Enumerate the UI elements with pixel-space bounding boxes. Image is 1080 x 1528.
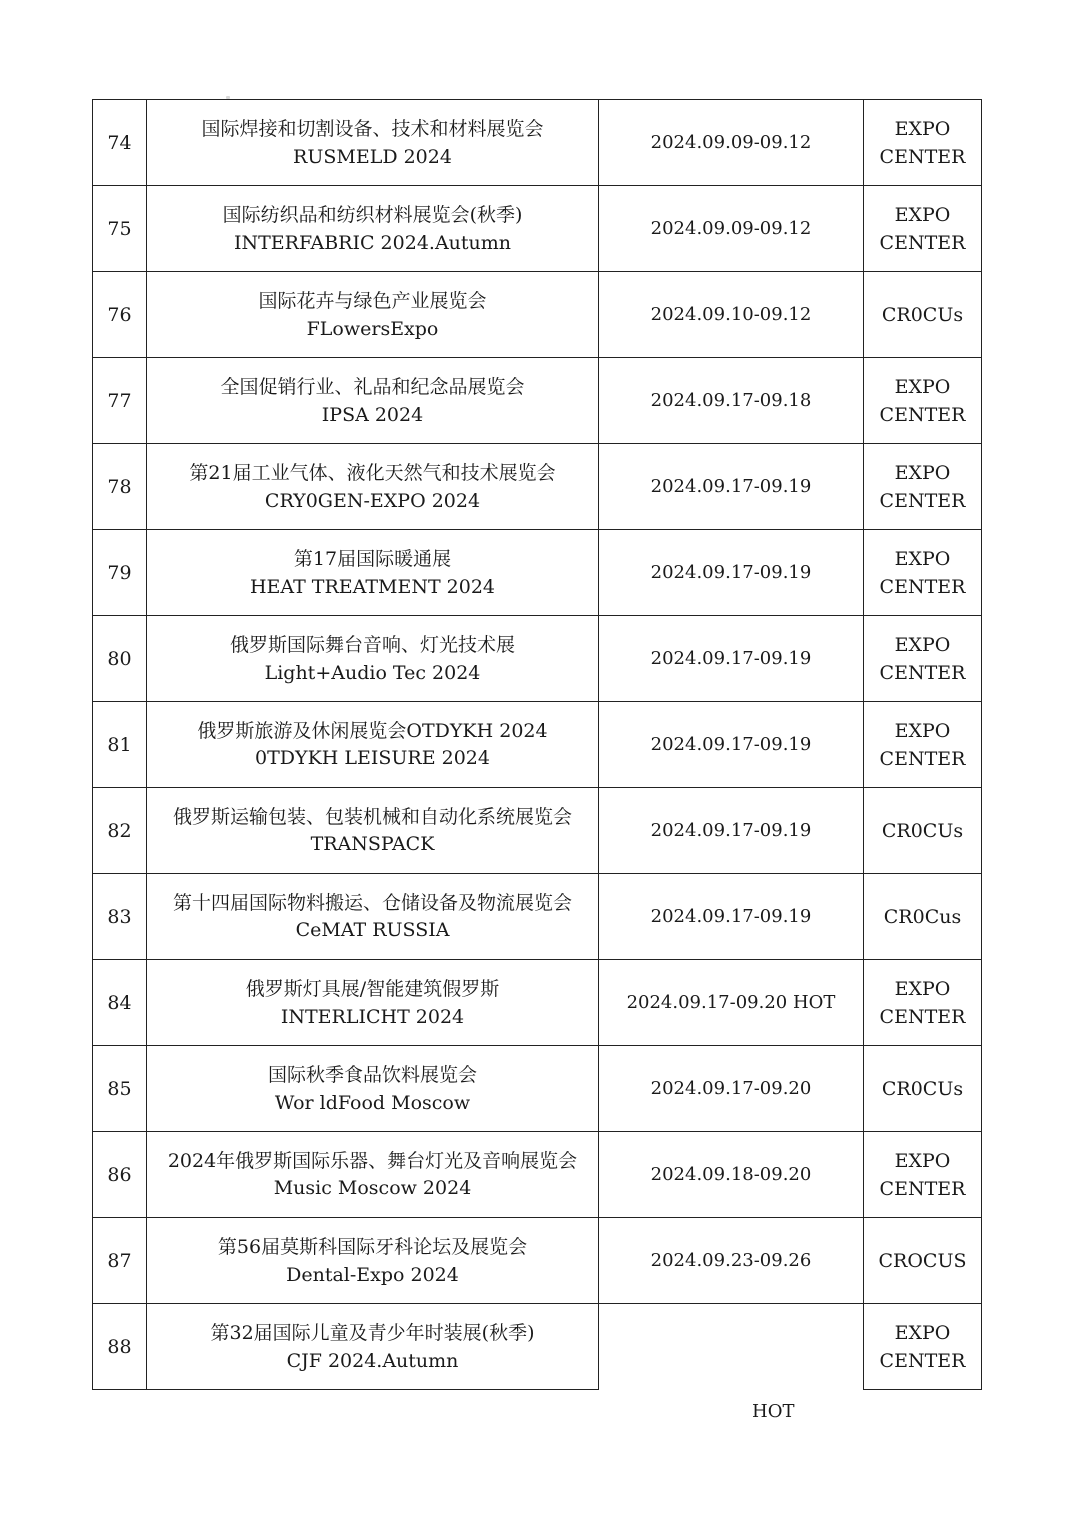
exhibition-name-cn: 2024年俄罗斯国际乐器、舞台灯光及音响展览会: [167, 1149, 578, 1172]
exhibition-name-cn: 俄罗斯灯具展/智能建筑假罗斯: [245, 977, 500, 1000]
venue-line: CENTER: [879, 1005, 966, 1028]
row-number: 83: [93, 874, 147, 960]
exhibition-name: [147, 530, 599, 616]
exhibition-date: [599, 788, 864, 874]
row-number: 78: [93, 444, 147, 530]
exhibition-venue: [864, 1304, 982, 1390]
exhibition-date: [599, 874, 864, 960]
exhibition-name-cn: 俄罗斯国际舞台音响、灯光技术展: [229, 633, 515, 656]
exhibition-date: [599, 100, 864, 186]
exhibition-venue: [864, 960, 982, 1046]
exhibition-name-cn: 第17届国际暖通展: [293, 547, 452, 570]
table-row: [93, 272, 982, 358]
exhibition-venue: [864, 186, 982, 272]
exhibition-name: [147, 616, 599, 702]
venue-line: CENTER: [879, 747, 966, 770]
exhibition-date-text: 2024.09.17-09.19: [650, 476, 812, 497]
exhibition-name: [147, 702, 599, 788]
row-number: 82: [93, 788, 147, 874]
exhibition-name: [147, 1218, 599, 1304]
table-row: [93, 530, 982, 616]
exhibition-table-body: [93, 100, 982, 1390]
venue-line: EXPO: [894, 203, 951, 226]
exhibition-name: [147, 100, 599, 186]
row-number: 84: [93, 960, 147, 1046]
exhibition-table: [92, 99, 982, 1390]
row-number: 86: [93, 1132, 147, 1218]
venue-line: EXPO: [894, 1321, 951, 1344]
table-row: [93, 444, 982, 530]
row-number: 74: [93, 100, 147, 186]
exhibition-name: [147, 874, 599, 960]
exhibition-name-en: IPSA 2024: [321, 403, 424, 426]
hot-label: HOT: [752, 1401, 795, 1422]
row-number: 85: [93, 1046, 147, 1132]
venue-line: CENTER: [879, 1177, 966, 1200]
exhibition-date: [599, 186, 864, 272]
venue-line: EXPO: [894, 117, 951, 140]
exhibition-venue: [864, 616, 982, 702]
exhibition-name: [147, 788, 599, 874]
exhibition-name-cn: 俄罗斯运输包装、包装机械和自动化系统展览会: [172, 805, 572, 828]
exhibition-date: [599, 530, 864, 616]
exhibition-date-text: 2024.09.17-09.19: [650, 906, 812, 927]
venue-line: CR0CUs: [881, 303, 964, 326]
exhibition-name: [147, 1132, 599, 1218]
venue-line: EXPO: [894, 461, 951, 484]
row-number: 77: [93, 358, 147, 444]
exhibition-date-text: 2024.09.17-09.20 HOT: [626, 992, 836, 1013]
exhibition-name-en: Music Moscow 2024: [273, 1176, 472, 1199]
exhibition-date-text: 2024.09.18-09.20: [650, 1164, 812, 1185]
row-number: 88: [93, 1304, 147, 1390]
exhibition-date-text: 2024.09.17-09.18: [650, 390, 812, 411]
exhibition-venue: [864, 444, 982, 530]
venue-line: EXPO: [894, 633, 951, 656]
exhibition-date-text: 2024.09.09-09.12: [650, 218, 812, 239]
table-row: [93, 1304, 982, 1390]
exhibition-venue: [864, 1046, 982, 1132]
table-row: [93, 702, 982, 788]
exhibition-name-cn: 俄罗斯旅游及休闲展览会OTDYKH 2024: [197, 719, 548, 742]
exhibition-date: [599, 1046, 864, 1132]
exhibition-name-cn: 第21届工业气体、液化天然气和技术展览会: [189, 461, 556, 484]
exhibition-date-text: 2024.09.10-09.12: [650, 304, 812, 325]
table-row: [93, 874, 982, 960]
venue-line: CR0CUs: [881, 819, 964, 842]
venue-line: CENTER: [879, 1349, 966, 1372]
exhibition-venue: [864, 100, 982, 186]
exhibition-date: [599, 1132, 864, 1218]
exhibition-date-text: 2024.09.09-09.12: [650, 132, 812, 153]
exhibition-name-cn: 第十四届国际物料搬运、仓储设备及物流展览会: [172, 891, 572, 914]
exhibition-date: [599, 960, 864, 1046]
exhibition-date-text: 2024.09.17-09.19: [650, 648, 812, 669]
exhibition-name: [147, 186, 599, 272]
row-number: 80: [93, 616, 147, 702]
venue-line: EXPO: [894, 1149, 951, 1172]
exhibition-date: [599, 444, 864, 530]
exhibition-date: [599, 272, 864, 358]
table-row: [93, 788, 982, 874]
exhibition-name-cn: 国际纺织品和纺织材料展览会(秋季): [222, 203, 523, 226]
exhibition-name-cn: 第32届国际儿童及青少年时装展(秋季): [210, 1321, 535, 1344]
exhibition-venue: [864, 530, 982, 616]
table-row: [93, 960, 982, 1046]
exhibition-name-en: FLowersExpo: [306, 317, 439, 340]
row-number: 75: [93, 186, 147, 272]
exhibition-date-text: 2024.09.17-09.19: [650, 820, 812, 841]
venue-line: CENTER: [879, 145, 966, 168]
exhibition-name-en: 0TDYKH LEISURE 2024: [255, 746, 490, 769]
exhibition-name: [147, 1046, 599, 1132]
exhibition-name-en: CJF 2024.Autumn: [286, 1349, 459, 1372]
exhibition-venue: [864, 874, 982, 960]
venue-line: CENTER: [879, 403, 966, 426]
exhibition-name-en: INTERFABRIC 2024.Autumn: [233, 231, 512, 254]
venue-line: EXPO: [894, 719, 951, 742]
exhibition-name-en: Light+Audio Tec 2024: [264, 661, 481, 684]
venue-line: CR0CUs: [881, 1077, 964, 1100]
exhibition-venue: [864, 358, 982, 444]
exhibition-date: [599, 1218, 864, 1304]
table-row: [93, 616, 982, 702]
venue-line: CROCUS: [878, 1249, 967, 1272]
exhibition-date: [599, 1304, 864, 1390]
table-row: [93, 186, 982, 272]
exhibition-name-cn: 国际秋季食品饮料展览会: [267, 1063, 477, 1086]
exhibition-name: [147, 272, 599, 358]
exhibition-date: [599, 616, 864, 702]
exhibition-name: [147, 358, 599, 444]
exhibition-name-cn: 第56届莫斯科国际牙科论坛及展览会: [217, 1235, 528, 1258]
exhibition-name-en: Dental-Expo 2024: [286, 1263, 459, 1286]
row-number: 76: [93, 272, 147, 358]
exhibition-venue: [864, 1132, 982, 1218]
row-number: 87: [93, 1218, 147, 1304]
exhibition-name: [147, 960, 599, 1046]
exhibition-name-cn: 国际焊接和切割设备、技术和材料展览会: [201, 117, 544, 140]
exhibition-name-en: HEAT TREATMENT 2024: [249, 575, 496, 598]
table-row: [93, 1046, 982, 1132]
table-row: [93, 1218, 982, 1304]
exhibition-name-cn: 国际花卉与绿色产业展览会: [258, 289, 487, 312]
row-number: 79: [93, 530, 147, 616]
venue-line: EXPO: [894, 375, 951, 398]
exhibition-date-text: 2024.09.17-09.20: [650, 1078, 812, 1099]
venue-line: CENTER: [879, 231, 966, 254]
exhibition-name-en: CeMAT RUSSIA: [295, 918, 450, 941]
venue-line: EXPO: [894, 977, 951, 1000]
venue-line: CENTER: [879, 661, 966, 684]
exhibition-date-text: 2024.09.17-09.19: [650, 734, 812, 755]
exhibition-date: [599, 358, 864, 444]
exhibition-name-en: TRANSPACK: [310, 832, 435, 855]
exhibition-name: [147, 444, 599, 530]
table-row: [93, 100, 982, 186]
exhibition-date-text: 2024.09.23-09.26: [650, 1250, 812, 1271]
venue-line: EXPO: [894, 547, 951, 570]
table-row: [93, 1132, 982, 1218]
exhibition-name-en: Wor ldFood Moscow: [274, 1091, 471, 1114]
exhibition-venue: [864, 1218, 982, 1304]
exhibition-venue: [864, 272, 982, 358]
exhibition-name: [147, 1304, 599, 1390]
exhibition-name-en: INTERLICHT 2024: [280, 1005, 465, 1028]
exhibition-date: [599, 702, 864, 788]
exhibition-name-cn: 全国促销行业、礼品和纪念品展览会: [220, 375, 525, 398]
exhibition-venue: [864, 702, 982, 788]
row-number: 81: [93, 702, 147, 788]
venue-line: CENTER: [879, 489, 966, 512]
venue-line: CR0Cus: [883, 905, 962, 928]
exhibition-name-en: CRY0GEN-EXPO 2024: [264, 489, 481, 512]
exhibition-name-en: RUSMELD 2024: [293, 145, 452, 168]
table-row: [93, 358, 982, 444]
exhibition-date-text: 2024.09.17-09.19: [650, 562, 812, 583]
exhibition-venue: [864, 788, 982, 874]
venue-line: CENTER: [879, 575, 966, 598]
